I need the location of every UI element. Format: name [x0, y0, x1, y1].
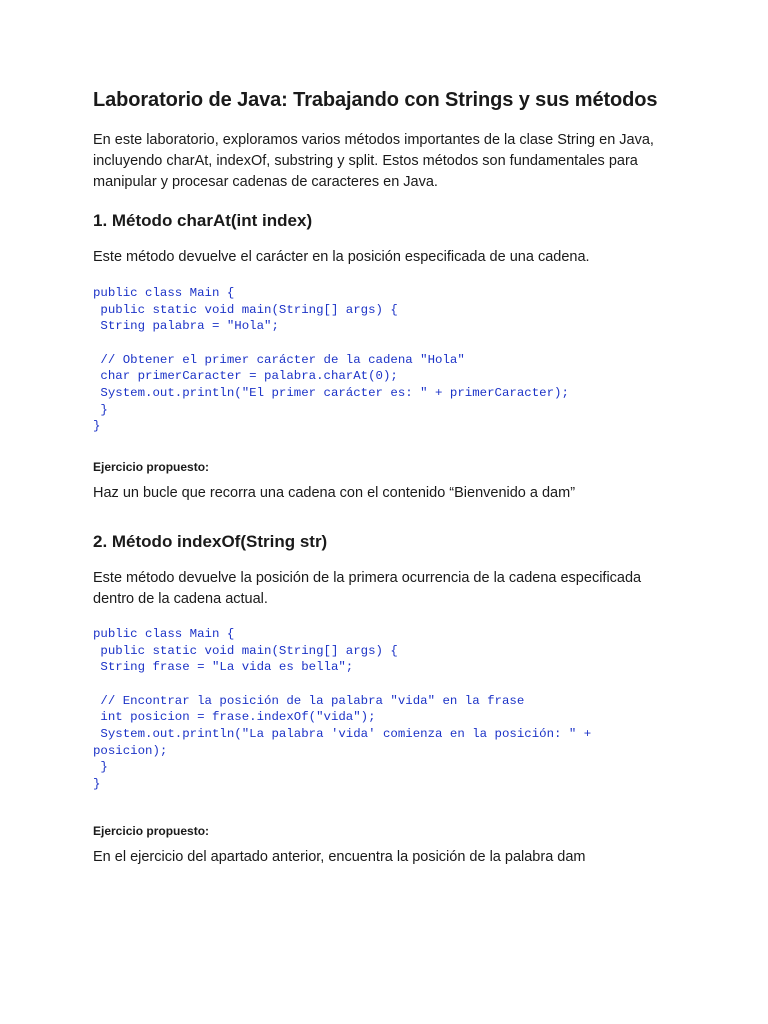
section-2-heading: 2. Método indexOf(String str): [93, 532, 328, 551]
section-1-exercise-text: Haz un bucle que recorra una cadena con el contenido “Bienvenido a dam”: [93, 485, 576, 501]
section-1-heading: 1. Método charAt(int index): [93, 211, 313, 230]
section-2-code-block: public class Main { public static void main(String[] args) { String frase = "La vida es bella"; // Encontrar la posición de la palabra "vida" en la frase int posicion = frase.indexOf("vida"); System.out.println("La palabra 'vida' comienza en la posición: " + posicion); } }: [93, 627, 592, 791]
document-title: Laboratorio de Java: Trabajando con Strings y sus métodos: [93, 89, 658, 111]
section-2-description: Este método devuelve la posición de la primera ocurrencia de la cadena especificada dentro de la cadena actual.: [93, 570, 642, 607]
section-2-exercise-label: Ejercicio propuesto:: [93, 824, 210, 838]
section-1-code-block: public class Main { public static void main(String[] args) { String palabra = "Hola"; // Obtener el primer carácter de la cadena "Hola" char primerCaracter = palabra.charAt(0); System.out.println("El primer carácter es: " + primerCaracter); } }: [93, 286, 569, 434]
intro-paragraph: En este laboratorio, exploramos varios métodos importantes de la clase String en Java, incluyendo charAt, indexOf, substring y split. Estos métodos son fundamentales para manipular y procesar cadenas de caracteres en Java.: [93, 132, 654, 190]
section-1-description: Este método devuelve el carácter en la posición especificada de una cadena.: [93, 249, 590, 265]
section-1-exercise-label: Ejercicio propuesto:: [93, 460, 210, 474]
section-2-exercise-text: En el ejercicio del apartado anterior, encuentra la posición de la palabra dam: [93, 849, 586, 865]
